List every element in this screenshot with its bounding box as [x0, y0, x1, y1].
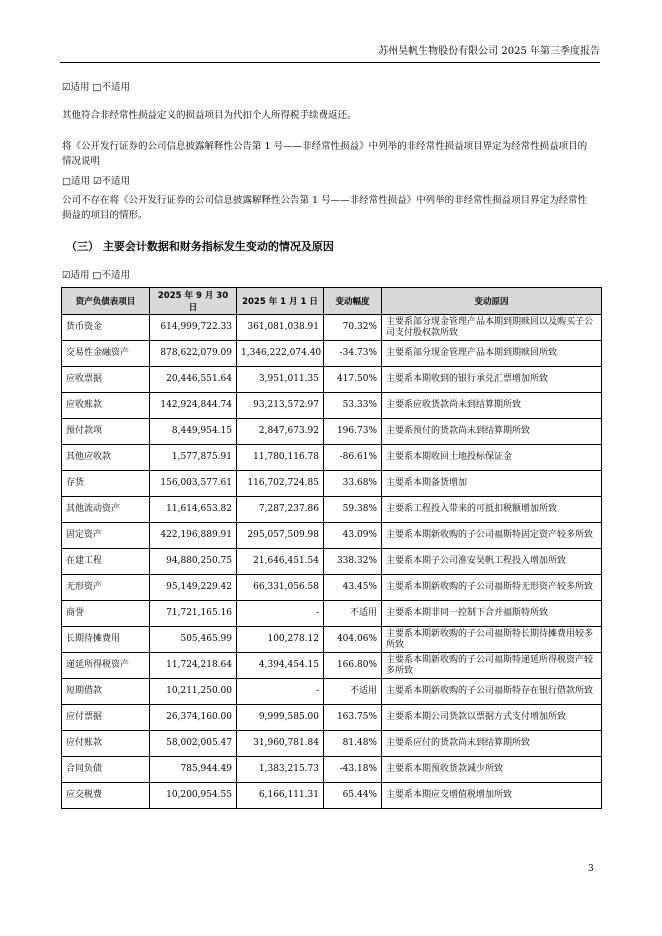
table-row [62, 393, 602, 419]
other-item-text: 其他符合非经常性损益定义的损益项目为代扣个人所得税手续费返还。 [62, 110, 357, 121]
cell-change: -86.61% [324, 445, 382, 471]
cell-v2: 4,394,454.15 [237, 653, 324, 679]
cell-reason: 主要系部分现金管理产品本期到期赎回所致 [382, 341, 602, 367]
cell-item: 交易性金融资产 [62, 341, 150, 367]
cell-change: 81.48% [324, 731, 382, 757]
page-number: 3 [588, 864, 594, 874]
cell-v2: - [237, 679, 324, 705]
cell-v1: 614,999,722.33 [150, 315, 237, 341]
cell-reason: 主要系本期收回土地投标保证金 [382, 445, 602, 471]
cell-item: 预付款项 [62, 419, 150, 445]
table-row [62, 679, 602, 705]
cell-item: 固定资产 [62, 523, 150, 549]
cell-v1: 156,003,577.61 [150, 471, 237, 497]
table-row [62, 419, 602, 445]
cell-item: 应付票据 [62, 705, 150, 731]
cell-item: 无形资产 [62, 575, 150, 601]
cell-item: 递延所得税资产 [62, 653, 150, 679]
cell-v2: 100,278.12 [237, 627, 324, 653]
cell-v1: 58,002,005.47 [150, 731, 237, 757]
cell-v2: 1,346,222,074.40 [237, 341, 324, 367]
table-row [62, 315, 602, 341]
cell-change: 70.32% [324, 315, 382, 341]
table-row [62, 783, 602, 809]
cell-item: 在建工程 [62, 549, 150, 575]
cell-reason: 主要系本期非同一控制下合并福斯特所致 [382, 601, 602, 627]
classification-statement: 公司不存在将《公开发行证券的公司信息披露解释性公告第 1 号——非经常性损益》中列举的非经常性损益项目界定为经常性损益的项目的情形。 [62, 195, 588, 221]
cell-v1: 26,374,160.00 [150, 705, 237, 731]
cell-v2: 6,166,111.31 [237, 783, 324, 809]
cell-v1: 11,614,653.82 [150, 497, 237, 523]
cell-reason: 主要系本期新收购的子公司福斯特存在银行借款所致 [382, 679, 602, 705]
cell-v1: 422,196,889.91 [150, 523, 237, 549]
cell-reason: 主要系工程投入带来的可抵扣税额增加所致 [382, 497, 602, 523]
cell-reason: 主要系本期备货增加 [382, 471, 602, 497]
cell-reason: 主要系部分现金管理产品本期到期赎回以及购买子公司支付股权款所致 [382, 315, 602, 341]
cell-v2: 93,213,572.97 [237, 393, 324, 419]
table-body [62, 315, 602, 809]
table-row [62, 445, 602, 471]
cell-reason: 主要系本期预收货款减少所致 [382, 757, 602, 783]
cell-v2: - [237, 601, 324, 627]
table-row [62, 627, 602, 653]
cell-reason: 主要系本期应交增值税增加所致 [382, 783, 602, 809]
cell-v1: 8,449,954.15 [150, 419, 237, 445]
table-row [62, 367, 602, 393]
page-header: 苏州昊帆生物股份有限公司 2025 年第三季度报告 [60, 44, 600, 63]
cell-v1: 20,446,551.64 [150, 367, 237, 393]
cell-item: 货币资金 [62, 315, 150, 341]
cell-reason: 主要系应收货款尚未到结算期所致 [382, 393, 602, 419]
cell-item: 存货 [62, 471, 150, 497]
applicable-checkbox-3: ☑适用 □不适用 [62, 270, 131, 281]
table-row [62, 653, 602, 679]
cell-v2: 2,847,673.92 [237, 419, 324, 445]
balance-sheet-changes-table [61, 287, 602, 809]
cell-v2: 66,331,056.58 [237, 575, 324, 601]
cell-change: 33.68% [324, 471, 382, 497]
cell-item: 应付账款 [62, 731, 150, 757]
cell-change: 338.32% [324, 549, 382, 575]
cell-v1: 785,944.49 [150, 757, 237, 783]
cell-v2: 1,383,215.73 [237, 757, 324, 783]
cell-change: 不适用 [324, 601, 382, 627]
cell-change: 不适用 [324, 679, 382, 705]
cell-v2: 21,646,451.54 [237, 549, 324, 575]
cell-reason: 主要系应付的货款尚未到结算期所致 [382, 731, 602, 757]
header-item: 资产负债表项目 [62, 288, 150, 315]
cell-v2: 31,960,781.84 [237, 731, 324, 757]
cell-v1: 10,211,250.00 [150, 679, 237, 705]
cell-reason: 主要系本期新收购的子公司福斯特固定资产较多所致 [382, 523, 602, 549]
cell-change: -34.73% [324, 341, 382, 367]
cell-reason: 主要系本期新收购的子公司福斯特递延所得税资产较多所致 [382, 653, 602, 679]
header-jan1: 2025 年 1 月 1 日 [237, 288, 324, 315]
cell-item: 短期借款 [62, 679, 150, 705]
cell-change: 59.38% [324, 497, 382, 523]
cell-item: 合同负债 [62, 757, 150, 783]
header-change: 变动幅度 [324, 288, 382, 315]
cell-v1: 1,577,875.91 [150, 445, 237, 471]
cell-v1: 95,149,229.42 [150, 575, 237, 601]
cell-change: 53.33% [324, 393, 382, 419]
section-title: （三） 主要会计数据和财务指标发生变动的情况及原因 [66, 240, 334, 253]
cell-change: 43.09% [324, 523, 382, 549]
cell-item: 其他流动资产 [62, 497, 150, 523]
table-row [62, 549, 602, 575]
cell-v2: 295,057,509.98 [237, 523, 324, 549]
header-reason: 变动原因 [382, 288, 602, 315]
cell-v1: 878,622,079.09 [150, 341, 237, 367]
cell-change: 166.80% [324, 653, 382, 679]
table-row [62, 471, 602, 497]
cell-change: 163.75% [324, 705, 382, 731]
cell-v2: 116,702,724.85 [237, 471, 324, 497]
applicable-checkbox-1: ☑适用 □不适用 [62, 82, 131, 93]
cell-reason: 主要系本期子公司淮安昊帆工程投入增加所致 [382, 549, 602, 575]
classification-note: 将《公开发行证券的公司信息披露解释性公告第 1 号——非经常性损益》中列举的非经常性损益项目界定为经常性损益项目的情况说明 [62, 141, 588, 167]
table-row [62, 705, 602, 731]
table-row [62, 497, 602, 523]
table-row [62, 757, 602, 783]
cell-change: -43.18% [324, 757, 382, 783]
table-row [62, 523, 602, 549]
cell-item: 长期待摊费用 [62, 627, 150, 653]
cell-item: 商誉 [62, 601, 150, 627]
cell-change: 43.45% [324, 575, 382, 601]
table-row [62, 341, 602, 367]
cell-change: 417.50% [324, 367, 382, 393]
table-row [62, 601, 602, 627]
cell-reason: 主要系预付的货款尚未到结算期所致 [382, 419, 602, 445]
cell-reason: 主要系本期新收购的子公司福斯特长期待摊费用较多所致 [382, 627, 602, 653]
cell-v1: 10,200,954.55 [150, 783, 237, 809]
cell-v2: 11,780,116.78 [237, 445, 324, 471]
cell-v2: 7,287,237.86 [237, 497, 324, 523]
applicable-checkbox-2: □适用 ☑不适用 [62, 176, 131, 187]
cell-v1: 11,724,218.64 [150, 653, 237, 679]
cell-change: 404.06% [324, 627, 382, 653]
cell-item: 应收票据 [62, 367, 150, 393]
cell-change: 65.44% [324, 783, 382, 809]
cell-v2: 361,081,038.91 [237, 315, 324, 341]
cell-item: 应收账款 [62, 393, 150, 419]
cell-reason: 主要系本期新收购的子公司福斯特无形资产较多所致 [382, 575, 602, 601]
header-sep30: 2025 年 9 月 30 日 [150, 288, 237, 315]
cell-v1: 142,924,844.74 [150, 393, 237, 419]
cell-item: 应交税费 [62, 783, 150, 809]
cell-reason: 主要系本期公司货款以票据方式支付增加所致 [382, 705, 602, 731]
cell-reason: 主要系本期收到的银行承兑汇票增加所致 [382, 367, 602, 393]
cell-v1: 71,721,165.16 [150, 601, 237, 627]
table-row [62, 731, 602, 757]
cell-v1: 505,465.99 [150, 627, 237, 653]
cell-item: 其他应收款 [62, 445, 150, 471]
cell-v1: 94,880,250.75 [150, 549, 237, 575]
table-row [62, 575, 602, 601]
cell-change: 196.73% [324, 419, 382, 445]
cell-v2: 9,999,585.00 [237, 705, 324, 731]
table-header-row [62, 288, 602, 315]
cell-v2: 3,951,011.35 [237, 367, 324, 393]
